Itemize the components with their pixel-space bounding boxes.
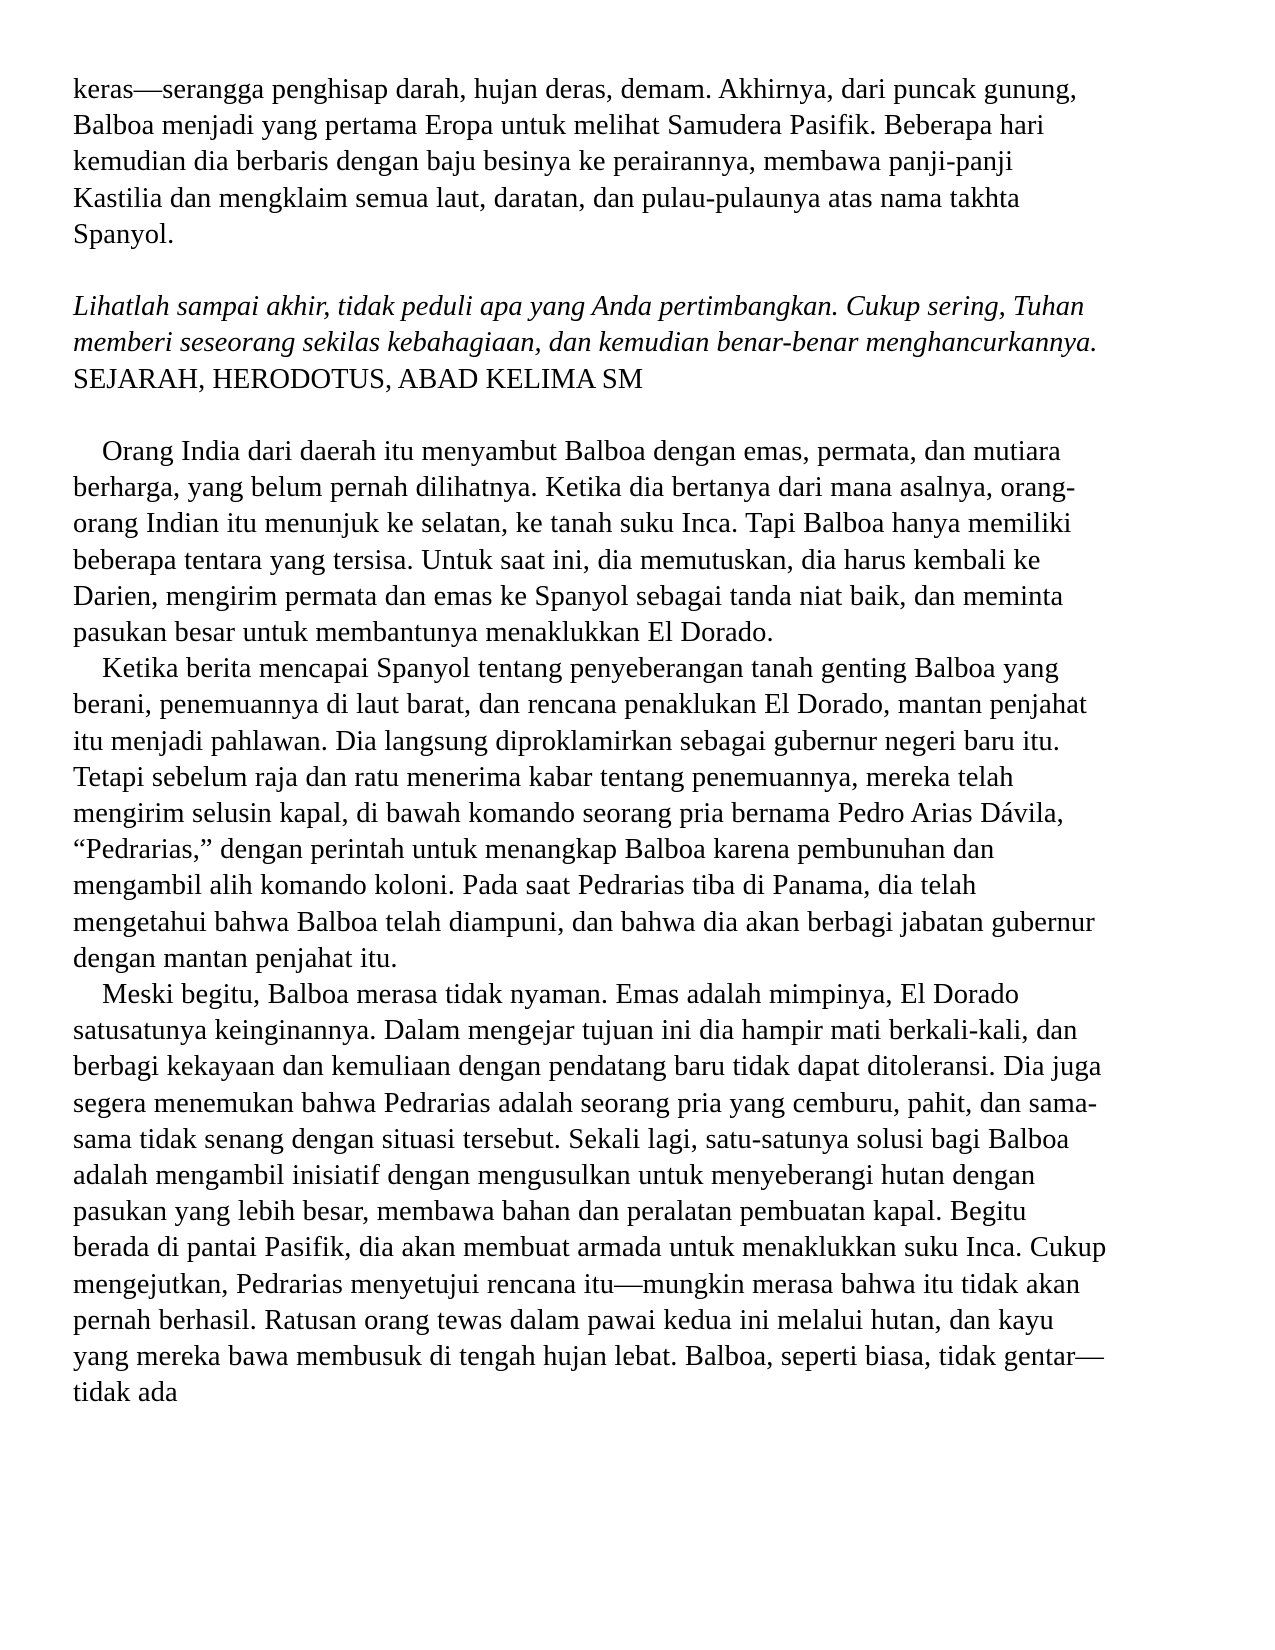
body-paragraph: Meski begitu, Balboa merasa tidak nyaman. Emas adalah mimpinya, El Dorado satusatunya keinginannya. Dalam mengejar tujuan ini dia hampir mati berkali-kali, dan berbagi kekayaan dan kemuliaan dengan pendatang baru tidak dapat ditoleransi. Dia juga segera menemukan bahwa Pedrarias adalah seorang pria yang cemburu, pahit, dan sama-sama tidak senang dengan situasi tersebut. Sekali lagi, satu-satunya solusi bagi Balboa adalah mengambil inisiatif dengan mengusulkan untuk menyeberangi hutan dengan pasukan yang lebih besar, membawa bahan dan peralatan pembuatan kapal. Begitu berada di pantai Pasifik, dia akan membuat armada untuk menaklukkan suku Inca. Cukup mengejutkan, Pedrarias menyetujui rencana itu—mungkin merasa bahwa itu tidak akan pernah berhasil. Ratusan orang tewas dalam pawai kedua ini melalui hutan, dan kayu yang mereka bawa membusuk di tengah hujan lebat. Balboa, seperti biasa, tidak gentar—tidak ada	[73, 979, 1107, 1409]
epigraph-spacer	[73, 398, 1109, 434]
body-paragraph: Orang India dari daerah itu menyambut Balboa dengan emas, permata, dan mutiara berharga, yang belum pernah dilihatnya. Ketika dia bertanya dari mana asalnya, orang-orang Indian itu menunjuk ke selatan, ke tanah suku Inca. Tapi Balboa hanya memiliki beberapa tentara yang tersisa. Untuk saat ini, dia memutuskan, dia harus kembali ke Darien, mengirim permata dan emas ke Spanyol sebagai tanda niat baik, dan meminta pasukan besar untuk membantunya menaklukkan El Dorado.	[73, 436, 1076, 649]
paragraph-spacer	[73, 253, 1109, 289]
body-paragraph: Ketika berita mencapai Spanyol tentang penyeberangan tanah genting Balboa yang berani, penemuannya di laut barat, dan rencana penaklukan El Dorado, mantan penjahat itu menjadi pahlawan. Dia langsung diproklamirkan sebagai gubernur negeri baru itu. Tetapi sebelum raja dan ratu menerima kabar tentang penemuannya, mereka telah mengirim selusin kapal, di bawah komando seorang pria bernama Pedro Arias Dávila, “Pedrarias,” dengan perintah untuk menangkap Balboa karena pembunuhan dan mengambil alih komando koloni. Pada saat Pedrarias tiba di Panama, dia telah mengetahui bahwa Balboa telah diampuni, dan bahwa dia akan berbagi jabatan gubernur dengan mantan penjahat itu.	[73, 653, 1095, 974]
text-column	[73, 72, 1109, 1411]
epigraph-quote: Lihatlah sampai akhir, tidak peduli apa yang Anda pertimbangkan. Cukup sering, Tuhan memberi seseorang sekilas kebahagiaan, dan kemudian benar-benar menghancurkannya.	[73, 291, 1098, 359]
continuation-paragraph: keras—serangga penghisap darah, hujan deras, demam. Akhirnya, dari puncak gunung, Balboa menjadi yang pertama Eropa untuk melihat Samudera Pasifik. Beberapa hari kemudian dia berbaris dengan baju besinya ke perairannya, membawa panji-panji Kastilia dan mengklaim semua laut, daratan, dan pulau-pulaunya atas nama takhta Spanyol.	[73, 74, 1077, 250]
epigraph-attribution: SEJARAH, HERODOTUS, ABAD KELIMA SM	[73, 363, 644, 395]
